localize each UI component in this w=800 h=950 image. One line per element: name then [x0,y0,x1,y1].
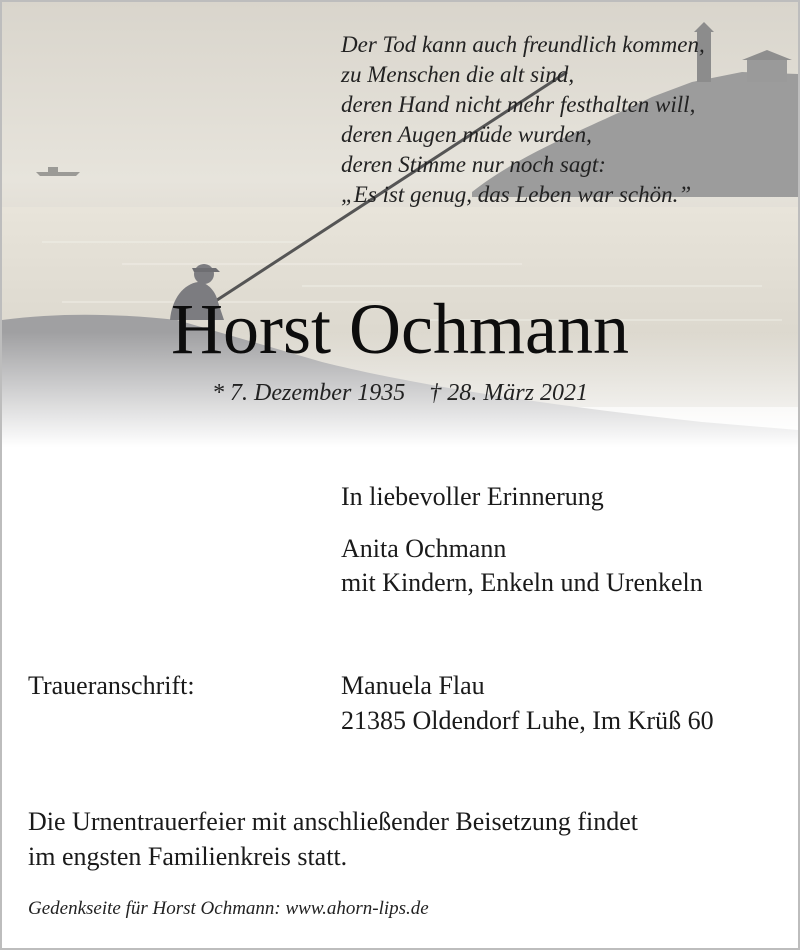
poem-line: Der Tod kann auch freundlich kommen, [341,32,705,57]
mourner-family: mit Kindern, Enkeln und Urenkeln [341,568,703,597]
address-name: Manuela Flau [341,671,485,700]
poem [341,30,791,210]
remembrance-text: In liebevoller Erinnerung [341,482,604,511]
memorial-page-link[interactable]: Gedenkseite für Horst Ochmann: www.ahorn-lips.de [28,898,429,919]
address-street: 21385 Oldendorf Luhe, Im Krüß 60 [341,706,714,735]
poem-line: deren Hand nicht mehr festhalten will, [341,92,696,117]
mourner-name: Anita Ochmann [341,534,507,563]
life-dates: * 7. Dezember 1935 † 28. März 2021 [212,380,588,406]
hero-photo-background [2,2,798,447]
ceremony-line: im engsten Familienkreis statt. [28,842,348,871]
poem-line: zu Menschen die alt sind, [341,62,575,87]
address-label: Traueranschrift: [28,671,195,700]
deceased-name: Horst Ochmann [171,289,629,369]
ceremony-line: Die Urnentrauerfeier mit anschließender Beisetzung findet [28,807,639,836]
poem-line: deren Stimme nur noch sagt: [341,152,606,177]
poem-line: deren Augen müde wurden, [341,122,592,147]
poem-line: „Es ist genug, das Leben war schön.” [341,182,692,207]
